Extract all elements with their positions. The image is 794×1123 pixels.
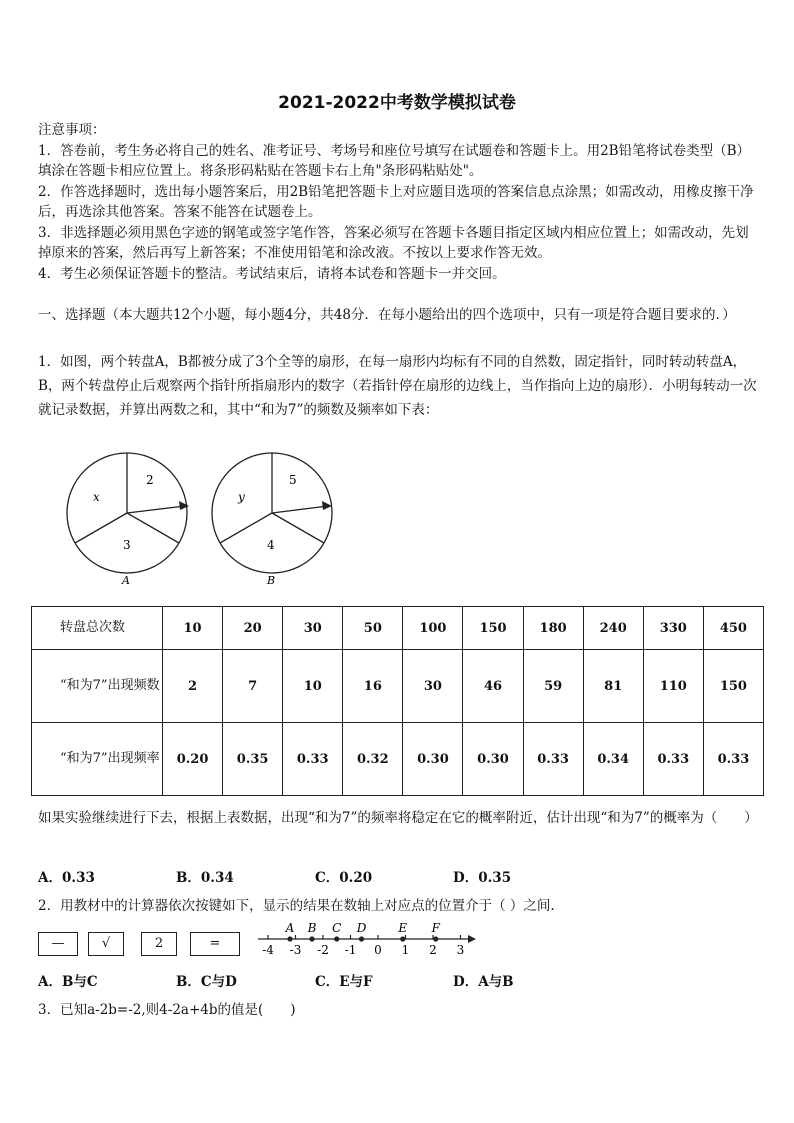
table-cell: 81 xyxy=(583,650,643,723)
table-cell: 7 xyxy=(223,650,283,723)
point-label: F xyxy=(431,921,440,935)
exam-title: 2021-2022中考数学模拟试卷 xyxy=(278,93,516,113)
table-row xyxy=(32,607,764,650)
option-b[interactable]: B．0.34 xyxy=(176,870,234,886)
point-label: B xyxy=(307,921,317,935)
table-cell: 330 xyxy=(643,607,703,650)
table-cell: 50 xyxy=(343,607,403,650)
table-cell: 180 xyxy=(523,607,583,650)
number-line xyxy=(250,914,480,960)
sector-label: 2 xyxy=(146,473,154,487)
tick-label: -1 xyxy=(344,943,357,957)
spinner-caption: B xyxy=(267,574,276,587)
two-key: 2 xyxy=(141,932,177,956)
table-cell: 0.33 xyxy=(643,723,703,796)
table-cell: 16 xyxy=(343,650,403,723)
table-cell: 240 xyxy=(583,607,643,650)
table-cell: 0.34 xyxy=(583,723,643,796)
point-label: C xyxy=(332,921,342,935)
table-cell: 0.20 xyxy=(163,723,223,796)
notice-block xyxy=(38,120,760,284)
section-heading: 一、选择题（本大题共12个小题，每小题4分，共48分．在每小题给出的四个选项中，只有一项是符合题目要求的．） xyxy=(38,307,736,323)
table-cell: 110 xyxy=(643,650,703,723)
pointer-arrow-a xyxy=(127,506,185,513)
option-d[interactable]: D．A与B xyxy=(453,974,514,990)
notice-item: 4．考生必须保证答题卡的整洁。考试结束后，请将本试卷和答题卡一并交回。 xyxy=(38,265,506,282)
tick-label: 2 xyxy=(429,943,437,957)
point-marker xyxy=(287,936,292,941)
spinner-b xyxy=(212,453,332,587)
table-cell: 100 xyxy=(403,607,463,650)
equals-key: = xyxy=(190,932,240,956)
option-c[interactable]: C．0.20 xyxy=(315,870,373,886)
option-d[interactable]: D．0.35 xyxy=(453,870,512,886)
row-label: 转盘总次数 xyxy=(32,607,163,650)
table-cell: 2 xyxy=(163,650,223,723)
sector-label: x xyxy=(93,490,100,504)
point-marker xyxy=(359,936,364,941)
notice-item: 3．非选择题必须用黑色字迹的钢笔或签字笔作答，答案必须写在答题卡各题目指定区域内相应位置上；如需改动，先划掉原来的答案，然后再写上新答案；不准使用铅笔和涂改液。不按以上要求作答无效。 xyxy=(38,224,749,261)
q2-stem: 2．用教材中的计算器依次按键如下，显示的结果在数轴上对应点的位置介于（ ）之间. xyxy=(38,898,555,914)
tick-label: -4 xyxy=(262,943,274,957)
spinners-figure xyxy=(60,448,350,596)
sector-label: y xyxy=(238,490,245,504)
point-label: D xyxy=(356,921,367,935)
tick-label: -2 xyxy=(317,943,329,957)
tick-label: 0 xyxy=(374,943,382,957)
spinner-caption: A xyxy=(122,574,130,587)
table-cell: 150 xyxy=(463,607,523,650)
table-cell: 59 xyxy=(523,650,583,723)
option-a[interactable]: A．B与C xyxy=(38,974,98,990)
notice-item: 2．作答选择题时，选出每小题答案后，用2B铅笔把答题卡上对应题目选项的答案信息点涂黑；如需改动，用橡皮擦干净后，再选涂其他答案。答案不能答在试题卷上。 xyxy=(38,183,754,220)
option-b[interactable]: B．C与D xyxy=(176,974,237,990)
table-cell: 0.33 xyxy=(703,723,763,796)
point-label: E xyxy=(398,921,408,935)
table-cell: 0.30 xyxy=(463,723,523,796)
sector-label: 4 xyxy=(267,538,275,552)
table-row xyxy=(32,650,764,723)
table-cell: 0.35 xyxy=(223,723,283,796)
point-marker xyxy=(433,936,438,941)
table-cell: 30 xyxy=(283,607,343,650)
notice-heading: 注意事项： xyxy=(38,122,106,138)
sector-label: 3 xyxy=(123,538,131,552)
point-marker xyxy=(309,936,314,941)
option-c[interactable]: C．E与F xyxy=(315,974,373,990)
table-cell: 20 xyxy=(223,607,283,650)
q3-stem: 3．已知a-2b=-2,则4-2a+4b的值是( ) xyxy=(38,1002,296,1018)
table-cell: 450 xyxy=(703,607,763,650)
table-cell: 10 xyxy=(163,607,223,650)
table-cell: 150 xyxy=(703,650,763,723)
row-label: “和为7”出现频数 xyxy=(32,650,163,723)
q1-question: 如果实验继续进行下去，根据上表数据，出现“和为7”的频率将稳定在它的概率附近，估计出现“和为7”的概率为（ ） xyxy=(38,810,758,826)
sqrt-key: √ xyxy=(88,932,124,956)
table-cell: 10 xyxy=(283,650,343,723)
table-row xyxy=(32,723,764,796)
option-a[interactable]: A．0.33 xyxy=(38,870,95,886)
minus-key: — xyxy=(38,932,78,956)
tick-label: -3 xyxy=(289,943,302,957)
table-cell: 30 xyxy=(403,650,463,723)
table-cell: 0.33 xyxy=(283,723,343,796)
point-marker xyxy=(334,936,339,941)
table-cell: 0.30 xyxy=(403,723,463,796)
sector-label: 5 xyxy=(289,473,297,487)
point-label: A xyxy=(285,921,295,935)
spinner-a xyxy=(67,453,189,587)
row-label: “和为7”出现频率 xyxy=(32,723,163,796)
tick-label: 1 xyxy=(401,943,410,957)
table-cell: 0.33 xyxy=(523,723,583,796)
notice-item: 1．答卷前，考生务必将自己的姓名、准考证号、考场号和座位号填写在试题卷和答题卡上。用2B铅笔将试卷类型（B）填涂在答题卡相应位置上。将条形码粘贴在答题卡右上角"条形码粘贴处"。 xyxy=(38,142,751,179)
frequency-table xyxy=(31,606,764,796)
q1-stem: 1．如图，两个转盘A，B都被分成了3个全等的扇形，在每一扇形内均标有不同的自然数，固定指针，同时转动转盘A，B，两个转盘停止后观察两个指针所指扇形内的数字（若指针停在扇形的边线上，当作指向上边的扇形）．小明每转动一次就记录数据，并算出两数之和，其中“和为7”的频数及频率如下表： xyxy=(38,354,757,418)
point-marker xyxy=(400,936,405,941)
pointer-arrow-b xyxy=(272,506,328,513)
table-cell: 0.32 xyxy=(343,723,403,796)
tick-label: 3 xyxy=(456,943,465,957)
table-cell: 46 xyxy=(463,650,523,723)
